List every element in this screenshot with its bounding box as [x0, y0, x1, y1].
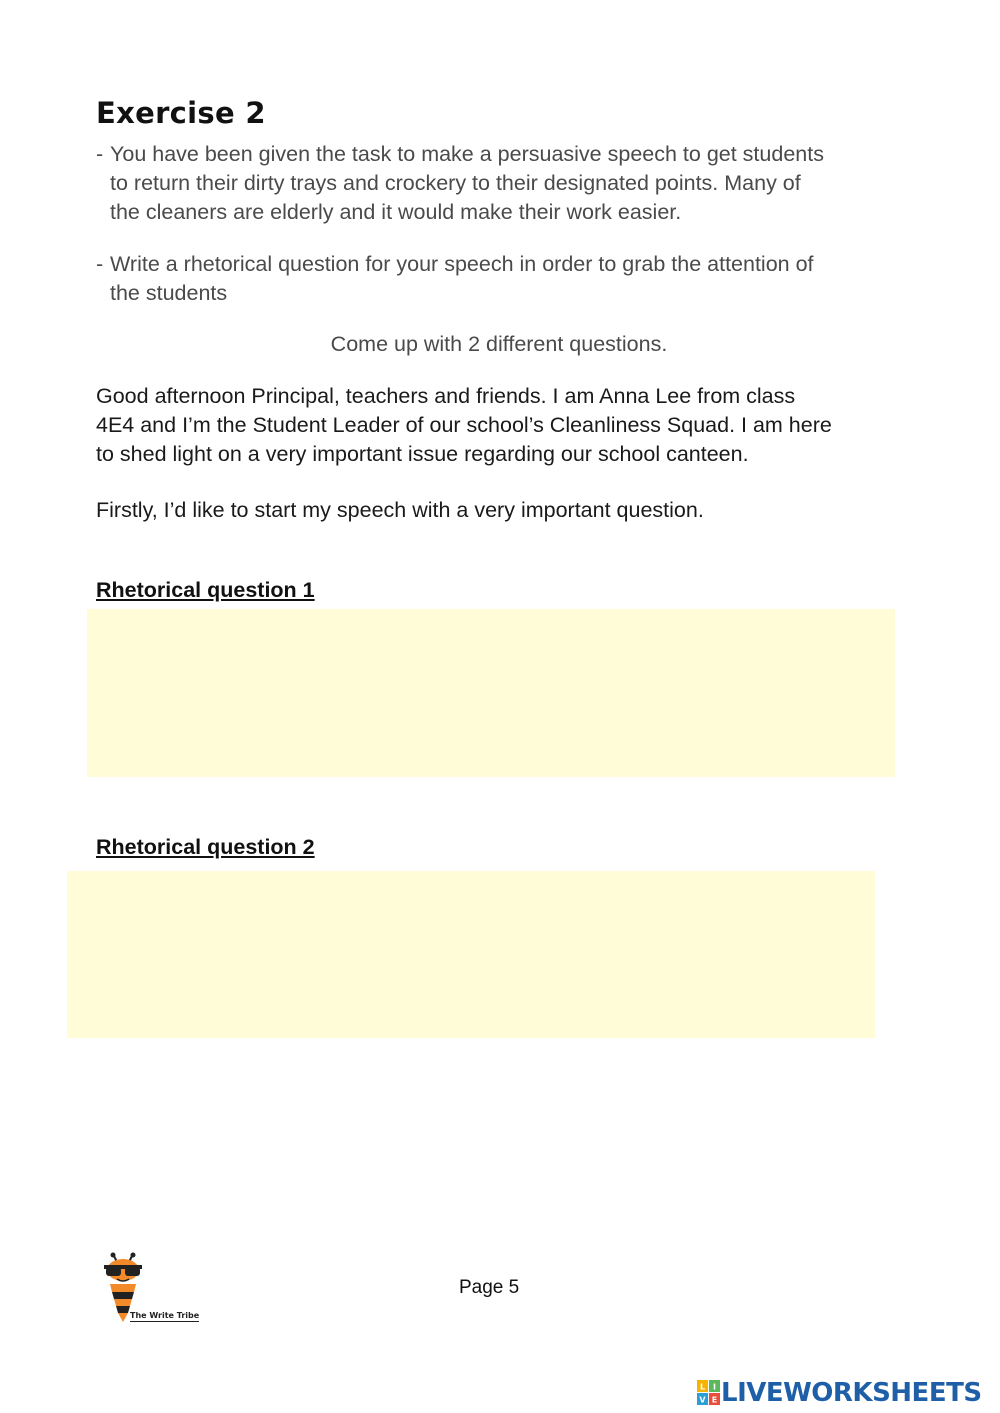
svg-text:E: E — [711, 1395, 718, 1405]
instruction-text: Come up with 2 different questions. — [330, 332, 668, 356]
answer-input-2[interactable] — [67, 871, 875, 1038]
bullet-text: You have been given the task to make a persuasive speech to get students to return their dirty trays and crockery to their designated points. Many of the cleaners are elderly and it would make their work easier. — [110, 142, 824, 224]
brand-name: The Write Tribe — [130, 1311, 200, 1320]
liveworksheets-text: LIVEWORKSHEETS — [721, 1378, 982, 1408]
answer-box-2[interactable] — [67, 871, 875, 1038]
liveworksheets-logo — [697, 1378, 982, 1408]
bullet-dash: - — [96, 142, 104, 166]
page-number: Page 5 — [459, 1277, 520, 1298]
exercise-title: Exercise 2 — [96, 96, 266, 130]
liveworksheets-mark-icon — [697, 1380, 721, 1406]
task-bullet-2 — [96, 250, 906, 308]
svg-text:V: V — [699, 1395, 706, 1405]
speech-intro: Good afternoon Principal, teachers and friends. I am Anna Lee from class 4E4 and I’m the Student Leader of our school’s Cleanliness Squad. I am here to shed light on a very important issue regarding our school canteen. — [96, 384, 832, 466]
speech-lead-in: Firstly, I’d like to start my speech with a very important question. — [96, 498, 704, 522]
bullet-dash: - — [96, 252, 104, 276]
question-2-label: Rhetorical question 2 — [96, 835, 315, 859]
svg-text:I: I — [713, 1382, 716, 1392]
bullet-text: Write a rhetorical question for your speech in order to grab the attention of the students — [110, 252, 814, 305]
answer-box-1[interactable] — [87, 609, 895, 777]
svg-text:L: L — [699, 1382, 706, 1392]
question-1-label: Rhetorical question 1 — [96, 578, 315, 602]
task-bullet-1 — [96, 140, 906, 227]
answer-input-1[interactable] — [87, 609, 895, 777]
